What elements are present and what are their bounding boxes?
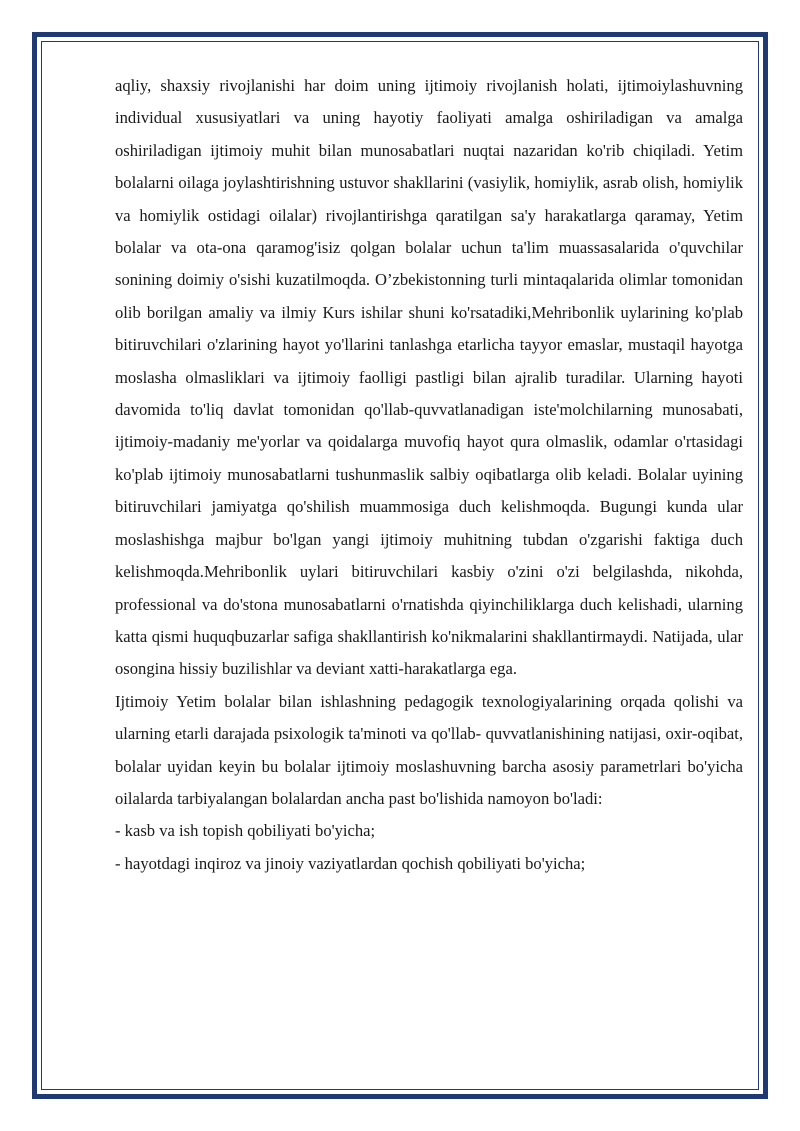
list-item: - kasb va ish topish qobiliyati bo'yicha;	[115, 821, 376, 841]
paragraph-1: aqliy, shaxsiy rivojlanishi har doim uning ijtimoiy rivojlanish holati, ijtimoiylashuvning individual xususiyatlari va uning hayotiy faoliyati amalga oshiriladigan va amalga oshiriladigan ijtimoiy muhit bilan munosabatlari nuqtai nazaridan ko'rib chiqiladi. Yetim bolalarni oilaga joylashtirishning ustuvor shakllarini (vasiylik, homiylik, asrab olish, homiylik va homiylik ostidagi oilalar) rivojlantirishga qaratilgan sa'y harakatlarga qaramay, Yetim bolalar va ota-ona qaramog'isiz qolgan bolalar uchun ta'lim muassasalarida o'quvchilar sonining doimiy o'sishi kuzatilmoqda. O’zbekistonning turli mintaqalarida olimlar tomonidan olib borilgan amaliy va ilmiy Kurs ishilar shuni ko'rsatadiki,Mehribonlik uylarining ko'plab bitiruvchilari o'zlarining hayot yo'llarini tanlashga etarlicha tayyor emaslar, mustaqil hayotga moslasha olmasliklari va ijtimoiy faolligi pastligi bilan ajralib turadilar. Ularning hayoti davomida to'liq davlat tomonidan qo'llab-quvvatlanadigan iste'molchilarning munosabati, ijtimoiy-madaniy me'yorlar va qoidalarga muvofiq hayot qura olmaslik, odamlar o'rtasidagi ko'plab ijtimoiy munosabatlarni tushunmaslik salbiy oqibatlarga olib keladi. Bolalar uyining bitiruvchilari jamiyatga qo'shilish muammosiga duch kelishmoqda. Bugungi kunda ular moslashishga majbur bo'lgan yangi ijtimoiy muhitning tubdan o'zgarishi faktiga duch kelishmoqda.Mehribonlik uylari bitiruvchilari kasbiy o'zini o'zi belgilashda, nikohda, professional va do'stona munosabatlarni o'rnatishda qiyinchiliklarga duch kelishadi, ularning katta qismi huquqbuzarlar safiga shakllantirish ko'nikmalarini shakllantirmaydi. Natijada, ular osongina hissiy buzilishlar va deviant xatti-harakatlarga ega.	[115, 76, 743, 679]
list-item: - hayotdagi inqiroz va jinoiy vaziyatlardan qochish qobiliyati bo'yicha;	[115, 853, 586, 873]
paragraph-2: Ijtimoiy Yetim bolalar bilan ishlashning pedagogik texnologiyalarining orqada qolishi va ularning etarli darajada psixologik ta'minoti va qo'llab- quvvatlanishining natijasi, oxir-oqibat, bolalar uyidan keyin bu bolalar ijtimoiy moslashuvning barcha asosiy parametrlari bo'yicha oilalarda tarbiyalangan bolalardan ancha past bo'lishida namoyon bo'ladi:	[115, 691, 743, 808]
document-body	[115, 70, 743, 880]
